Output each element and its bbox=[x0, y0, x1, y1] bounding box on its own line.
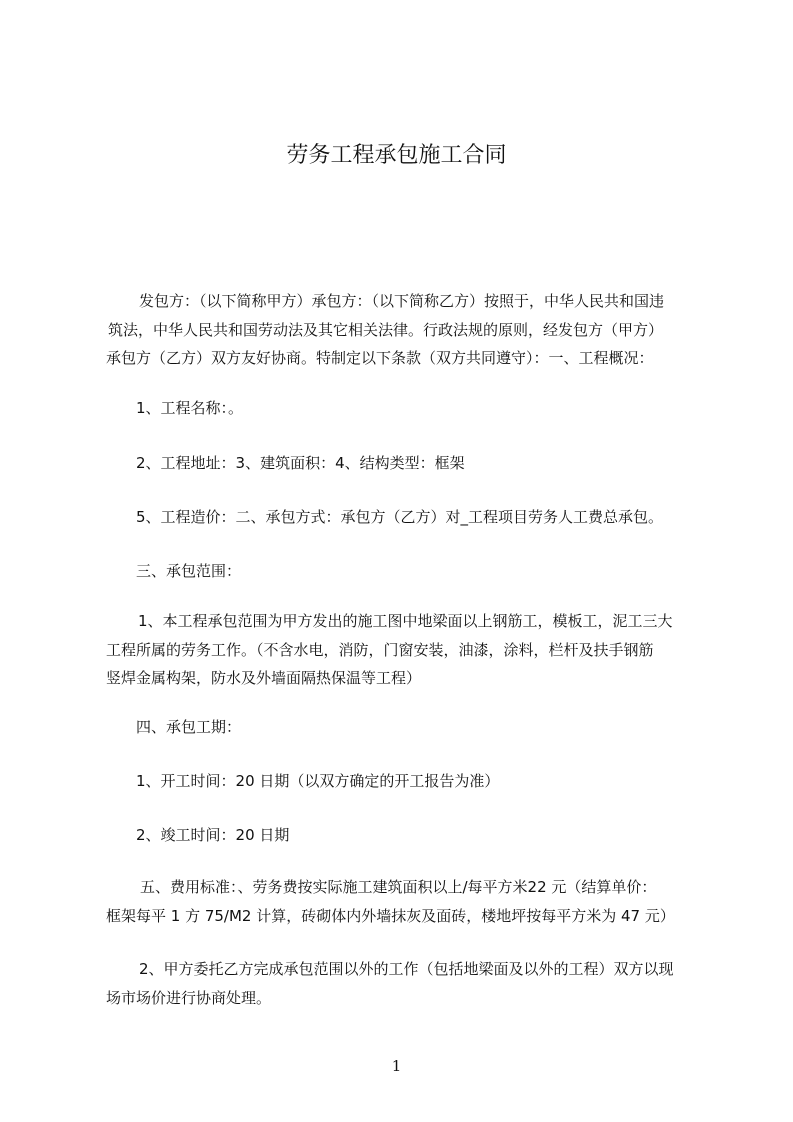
text-line: 筑法，中华人民共和国劳动法及其它相关法律。行政法规的原则，经发包方（甲方） bbox=[108, 320, 664, 339]
paragraph-intro bbox=[106, 287, 664, 373]
text-line: 五、费用标准：、劳务费按实际施工建筑面积以上/每平方米22 元（结算单价： bbox=[140, 878, 657, 896]
paragraph-project-cost bbox=[136, 503, 663, 532]
paragraph-start-time bbox=[136, 767, 499, 796]
paragraph-project-name bbox=[136, 394, 243, 423]
page-number: 1 bbox=[391, 1057, 402, 1075]
text-line: 1、开工时间：20 日期（以双方确定的开工报告为准） bbox=[136, 772, 500, 790]
paragraph-extra-work bbox=[106, 955, 674, 1012]
section-heading-duration bbox=[136, 713, 241, 742]
text-line: 2、工程地址：3、建筑面积：4、结构类型：框架 bbox=[136, 454, 465, 472]
text-line: 工程所属的劳务工作。（不含水电，消防，门窗安装，油漆，涂料，栏杆及扶手钢筋 bbox=[106, 640, 654, 659]
paragraph-completion-time bbox=[136, 821, 289, 850]
paragraph-project-address bbox=[136, 449, 465, 478]
text-line: 四、承包工期： bbox=[136, 718, 242, 736]
text-line: 场市场价进行协商处理。 bbox=[106, 988, 272, 1007]
text-line: 竖焊金属构架，防水及外墙面隔热保温等工程） bbox=[106, 669, 422, 687]
text-line: 三、承包范围： bbox=[136, 562, 242, 580]
paragraph-scope bbox=[106, 607, 673, 693]
text-line: 1、工程名称：。 bbox=[136, 399, 244, 417]
paragraph-fee-standard bbox=[106, 873, 675, 930]
text-line: 承包方（乙方）双方友好协商。特制定以下条款（双方共同遵守）：一、工程概况： bbox=[106, 349, 654, 367]
section-heading-scope bbox=[136, 557, 241, 586]
text-line: 1、本工程承包范围为甲方发出的施工图中地梁面以上钢筋工，模板工，泥工三大 bbox=[138, 612, 673, 630]
document-title: 劳务工程承包施工合同 bbox=[286, 143, 507, 168]
text-line: 发包方：（以下简称甲方）承包方：（以下简称乙方）按照于，中华人民共和国违 bbox=[139, 292, 665, 310]
text-line: 2、甲方委托乙方完成承包范围以外的工作（包括地梁面及以外的工程）双方以现 bbox=[139, 960, 674, 978]
text-line: 框架每平 1 方 75/M2 计算，砖砌体内外墙抹灰及面砖，楼地坪按每平方米为 47 元） bbox=[106, 906, 675, 925]
text-line: 2、竣工时间：20 日期 bbox=[136, 826, 290, 844]
text-line: 5、工程造价：二、承包方式：承包方（乙方）对_工程项目劳务人工费总承包。 bbox=[136, 508, 664, 526]
